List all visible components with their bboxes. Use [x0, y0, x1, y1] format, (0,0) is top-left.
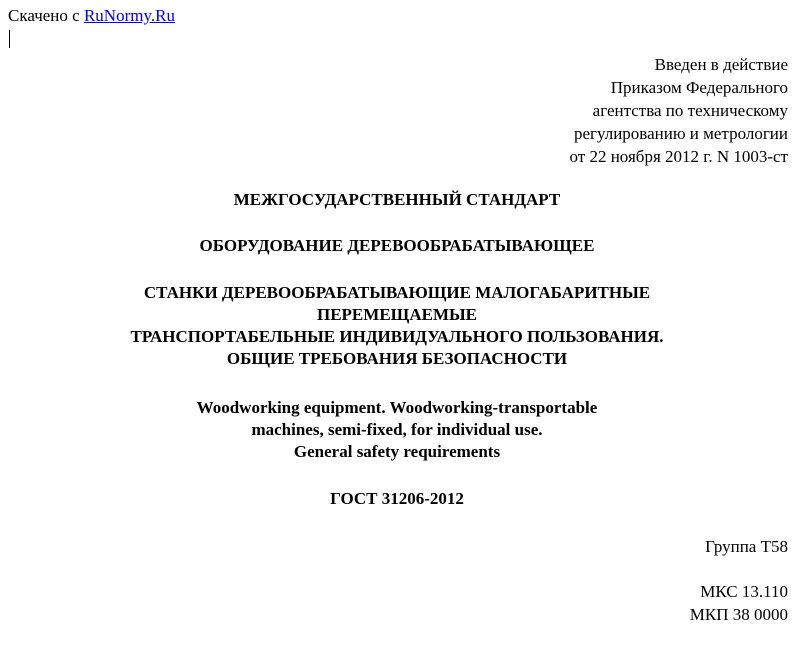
text-cursor: [9, 30, 10, 48]
approval-line: агентства по техническому: [592, 101, 788, 120]
english-title-line: Woodworking equipment. Woodworking-transportable: [196, 398, 598, 417]
source-prefix: Скачено с: [8, 6, 80, 25]
classification-codes: [690, 580, 788, 626]
mkp-code: МКП 38 0000: [689, 605, 788, 624]
english-title: [0, 397, 794, 463]
title-line: ОБЩИЕ ТРЕБОВАНИЯ БЕЗОПАСНОСТИ: [226, 349, 568, 368]
mks-code: МКС 13.110: [700, 582, 788, 601]
english-title-line: machines, semi-fixed, for individual use.: [251, 420, 543, 439]
gost-designation: ГОСТ 31206-2012: [330, 489, 464, 508]
approval-block: [570, 53, 789, 168]
document-title: [0, 282, 794, 370]
standard-type-heading: МЕЖГОСУДАРСТВЕННЫЙ СТАНДАРТ: [233, 190, 561, 209]
group-code: Группа Т58: [705, 537, 788, 556]
title-line: ТРАНСПОРТАБЕЛЬНЫЕ ИНДИВИДУАЛЬНОГО ПОЛЬЗОВАНИЯ.: [130, 327, 664, 346]
source-link[interactable]: RuNormy.Ru: [83, 6, 175, 25]
source-line: [8, 6, 175, 26]
approval-line: регулированию и метрологии: [573, 124, 788, 143]
approval-line: от 22 ноября 2012 г. N 1003-ст: [569, 147, 788, 166]
equipment-heading: ОБОРУДОВАНИЕ ДЕРЕВООБРАБАТЫВАЮЩЕЕ: [199, 236, 595, 255]
english-title-line: General safety requirements: [293, 442, 501, 461]
title-line: ПЕРЕМЕЩАЕМЫЕ: [316, 305, 478, 324]
approval-line: Приказом Федерального: [610, 78, 788, 97]
title-line: СТАНКИ ДЕРЕВООБРАБАТЫВАЮЩИЕ МАЛОГАБАРИТНЫЕ: [143, 283, 651, 302]
approval-line: Введен в действие: [654, 55, 788, 74]
